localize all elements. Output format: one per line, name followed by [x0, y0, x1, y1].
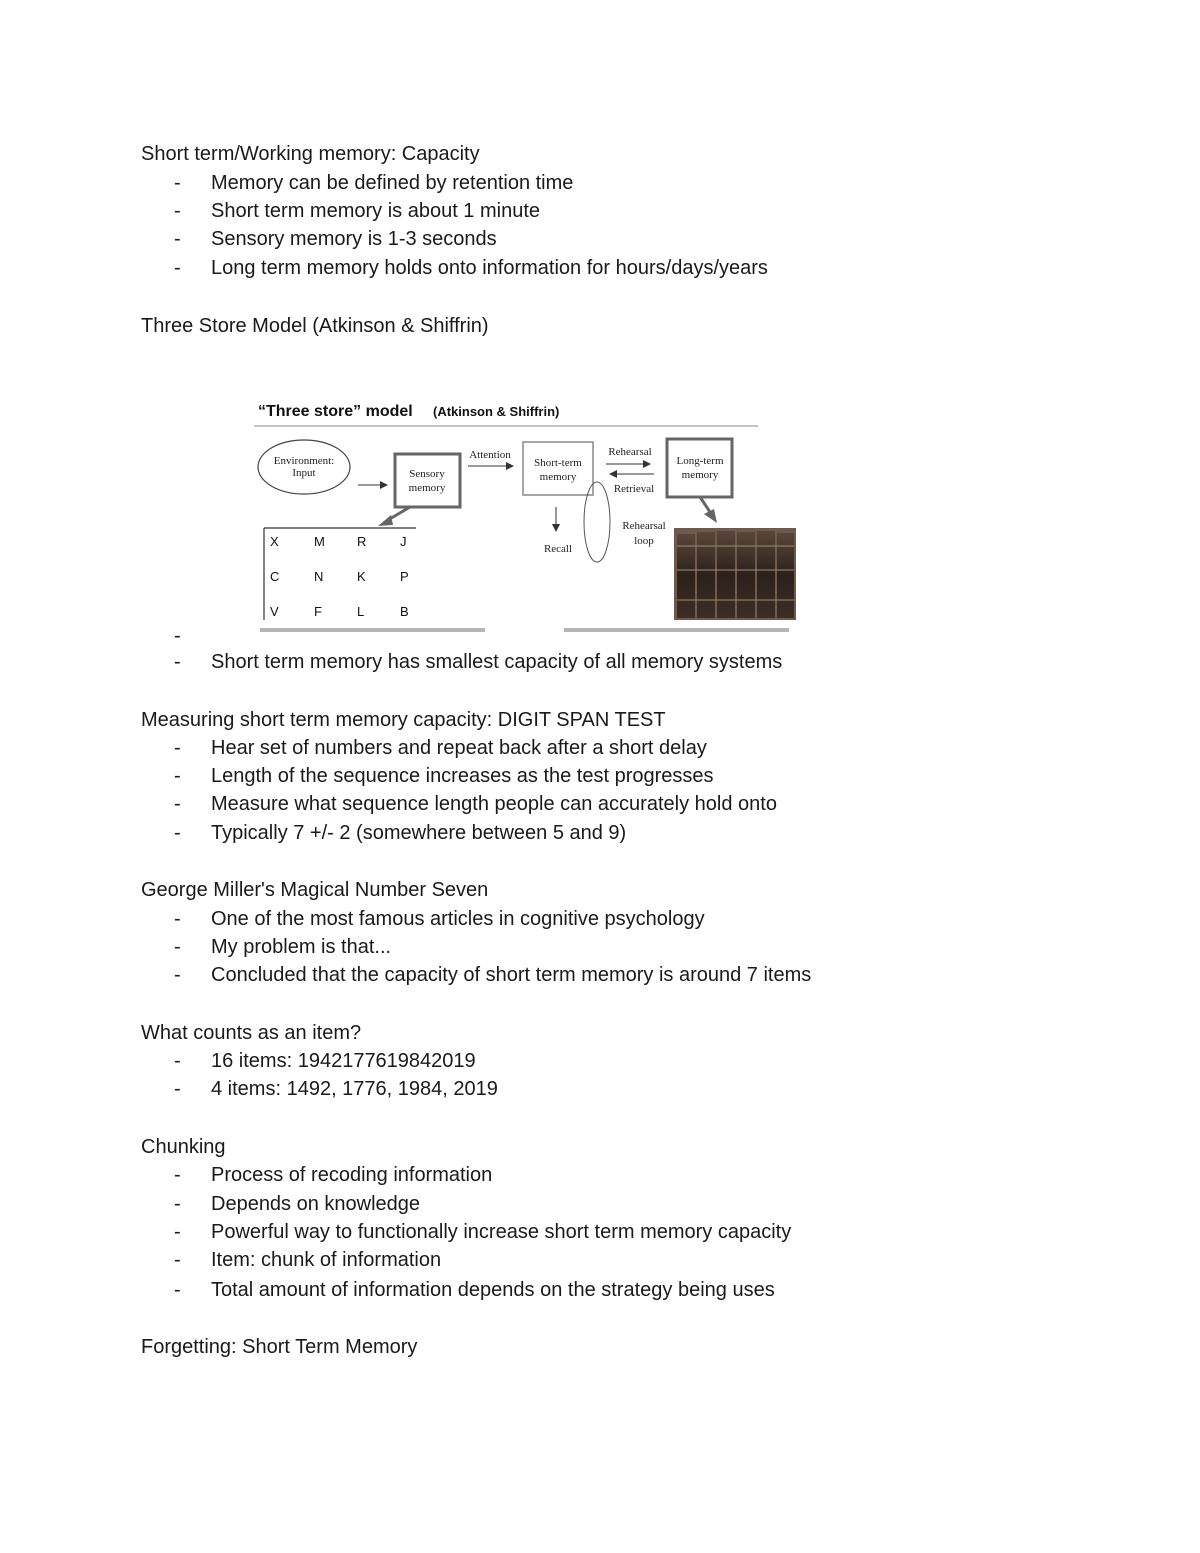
bullet-dash: - [174, 1249, 181, 1271]
bullet-dash: - [174, 765, 181, 787]
list-item-text: Item: chunk of information [211, 1249, 442, 1271]
grid-letter: X [270, 534, 279, 549]
sensory-memory-label: Sensory [409, 468, 445, 480]
list-item-text: Measure what sequence length people can accurately hold onto [211, 793, 777, 815]
list-item-text: Memory can be defined by retention time [211, 172, 574, 194]
retrieval-label: Retrieval [613, 483, 655, 495]
bullet-dash: - [174, 964, 181, 986]
grid-letter: K [357, 569, 366, 584]
long-term-memory-label: memory [681, 469, 719, 481]
bullet-dash: - [174, 1050, 181, 1072]
list-item-text: My problem is that... [211, 936, 392, 958]
list-item-text: Length of the sequence increases as the test progresses [211, 765, 714, 787]
bullet-dash: - [174, 1221, 181, 1243]
list-item-text: Process of recoding information [211, 1164, 493, 1186]
bullet-dash: - [174, 1193, 181, 1215]
section-heading: Short term/Working memory: Capacity [141, 143, 480, 165]
list-item-text: Depends on knowledge [211, 1193, 421, 1215]
bullet-dash: - [174, 625, 181, 647]
section-heading: Chunking [141, 1136, 226, 1158]
grid-letter: F [314, 604, 322, 619]
list-item-text: Concluded that the capacity of short term memory is around 7 items [211, 964, 812, 986]
bullet-dash: - [174, 793, 181, 815]
list-item-text: One of the most famous articles in cognitive psychology [211, 908, 705, 930]
list-item-text: Total amount of information depends on the strategy being uses [211, 1279, 775, 1301]
diagram-title-authors: (Atkinson & Shiffrin) [433, 404, 560, 419]
sensory-memory-box [395, 454, 460, 507]
books-photo [674, 528, 796, 620]
bullet-dash: - [174, 936, 181, 958]
grid-letter: P [400, 569, 409, 584]
section-heading: What counts as an item? [141, 1022, 362, 1044]
bullet-dash: - [174, 257, 181, 279]
attention-label: Attention [469, 449, 511, 461]
grid-letter: L [357, 604, 365, 619]
bullet-dash: - [174, 200, 181, 222]
section-heading: Three Store Model (Atkinson & Shiffrin) [141, 315, 489, 337]
long-term-memory-box [667, 439, 732, 497]
list-item-text: Short term memory is about 1 minute [211, 200, 541, 222]
list-item-text: Hear set of numbers and repeat back after a short delay [211, 737, 707, 759]
three-store-model-diagram [250, 394, 810, 638]
section-heading: Measuring short term memory capacity: DIGIT SPAN TEST [141, 709, 666, 731]
bullet-dash: - [174, 1078, 181, 1100]
list-item-text: 4 items: 1492, 1776, 1984, 2019 [211, 1078, 498, 1100]
bullet-dash: - [174, 172, 181, 194]
diagram-title: “Three store” model [258, 403, 413, 420]
grid-letter: N [314, 569, 324, 584]
recall-label: Recall [543, 543, 573, 555]
grid-letter: M [314, 534, 325, 549]
letter-grid [270, 534, 409, 619]
short-term-memory-label: memory [539, 471, 577, 483]
section-heading: Forgetting: Short Term Memory [141, 1336, 418, 1358]
list-item-text: 16 items: 1942177619842019 [211, 1050, 476, 1072]
list-item-text: Sensory memory is 1-3 seconds [211, 228, 497, 250]
list-item-text: Powerful way to functionally increase short term memory capacity [211, 1221, 792, 1243]
grid-letter: C [270, 569, 280, 584]
long-term-memory-label: Long-term [676, 455, 724, 467]
bullet-dash: - [174, 228, 181, 250]
bullet-dash: - [174, 737, 181, 759]
list-item-text: Long term memory holds onto information for hours/days/years [211, 257, 768, 279]
short-term-memory-label: Short-term [534, 457, 582, 469]
grid-letter: R [357, 534, 367, 549]
list-item-text: Typically 7 +/- 2 (somewhere between 5 and 9) [211, 822, 627, 844]
rehearsal-label: Rehearsal [608, 446, 652, 458]
bullet-dash: - [174, 822, 181, 844]
rehearsal-loop-label: loop [634, 535, 654, 547]
environment-label: Input [292, 467, 316, 479]
grid-letter: B [400, 604, 409, 619]
grid-letter: V [270, 604, 279, 619]
section-heading: George Miller's Magical Number Seven [141, 879, 489, 901]
sensory-memory-label: memory [408, 482, 446, 494]
bullet-dash: - [174, 908, 181, 930]
bullet-dash: - [174, 651, 181, 673]
grid-letter: J [400, 534, 407, 549]
rehearsal-loop-label: Rehearsal [622, 520, 666, 532]
list-item-text: Short term memory has smallest capacity of all memory systems [211, 651, 783, 673]
environment-label: Environment: [273, 455, 335, 467]
bullet-dash: - [174, 1279, 181, 1301]
rehearsal-loop [584, 482, 610, 562]
bullet-dash: - [174, 1164, 181, 1186]
